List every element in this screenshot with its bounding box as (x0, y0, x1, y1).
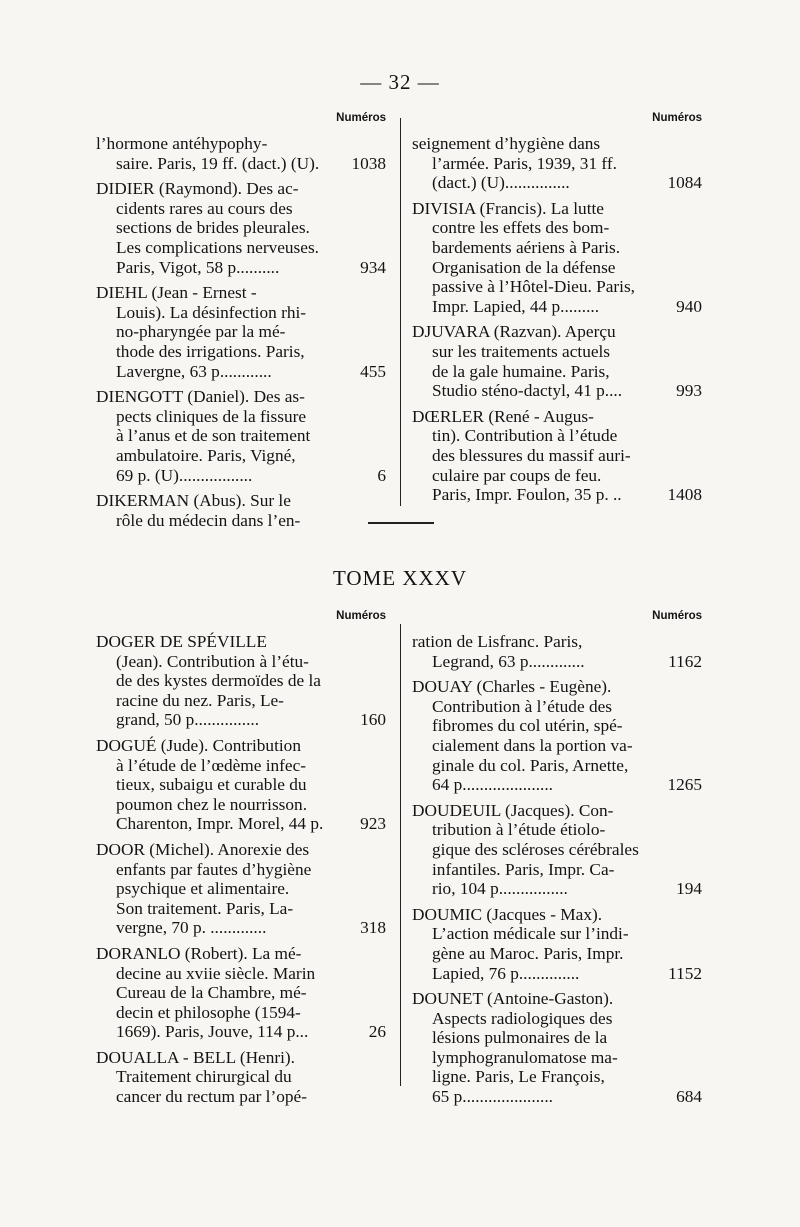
bibliography-entry (412, 407, 702, 505)
entry-text: Charenton, Impr. Morel, 44 p. (116, 814, 324, 834)
entry-text: DORANLO (Robert). La mé- (96, 943, 302, 963)
catalog-number: 993 (676, 381, 702, 401)
entry-text: decine au xviie siècle. Marin (116, 963, 316, 983)
entry-text: gène au Maroc. Paris, Impr. (432, 943, 624, 963)
catalog-number: 1408 (667, 485, 702, 505)
entry-text: tribution à l’étude étiolo- (432, 820, 606, 840)
column-divider (400, 118, 401, 506)
entry-text: Studio sténo-dactyl, 41 p.... (432, 381, 623, 401)
entry-line (412, 736, 702, 756)
entry-text: DOGUÉ (Jude). Contribution (96, 735, 301, 755)
entry-text: pects cliniques de la fissure (116, 406, 307, 426)
entry-text: à l’anus et de son traitement (116, 426, 311, 446)
entry-line (412, 860, 702, 880)
entry-line (412, 1087, 702, 1107)
entry-line (96, 491, 386, 511)
entry-line (412, 820, 702, 840)
entry-line (96, 238, 386, 258)
entry-line (96, 983, 386, 1003)
entry-line (96, 426, 386, 446)
entries (412, 632, 702, 1107)
entry-text: vergne, 70 p. ............. (116, 918, 267, 938)
entry-line (412, 258, 702, 278)
entry-line (96, 407, 386, 427)
entry-line (96, 840, 386, 860)
catalog-number: 1162 (668, 651, 702, 671)
catalog-number: 455 (360, 361, 386, 381)
entry-text: 65 p..................... (432, 1087, 553, 1107)
entry-line (96, 362, 386, 382)
entry-text: ligne. Paris, Le François, (432, 1067, 605, 1087)
entry-text: DOGER DE SPÉVILLE (96, 632, 267, 651)
entry-line (96, 446, 386, 466)
entry-line (412, 218, 702, 238)
bibliography-entry (96, 840, 386, 938)
entry-text: de des kystes dermoïdes de la (116, 671, 321, 691)
entry-text: enfants par fautes d’hygiène (116, 859, 312, 879)
entry-line (412, 677, 702, 697)
entry-line (96, 283, 386, 303)
entry-text: bardements aériens à Paris. (432, 237, 621, 257)
entry-text: rôle du médecin dans l’en- (116, 510, 301, 530)
bibliography-entry (412, 199, 702, 317)
entry-line (412, 199, 702, 219)
entry-text: Aspects radiologiques des (432, 1008, 613, 1028)
entry-line (412, 905, 702, 925)
catalog-number: 6 (377, 465, 386, 485)
entry-text: Son traitement. Paris, La- (116, 898, 294, 918)
entry-text: (Jean). Contribution à l’étu- (116, 651, 309, 671)
entry-line (412, 989, 702, 1009)
entry-line (96, 899, 386, 919)
entry-line (96, 795, 386, 815)
bibliography-entry (96, 491, 386, 530)
entry-line (412, 426, 702, 446)
entry-text: gique des scléroses cérébrales (432, 839, 639, 859)
entry-line (96, 671, 386, 691)
bibliography-entry (96, 632, 386, 730)
entry-line (96, 218, 386, 238)
bibliography-entry (96, 134, 386, 173)
bibliography-entry (96, 736, 386, 834)
bibliography-entry (96, 179, 386, 277)
entry-line (96, 387, 386, 407)
entry-text: à l’étude de l’œdème infec- (116, 755, 306, 775)
entry-text: decin et philosophe (1594- (116, 1002, 301, 1022)
entry-text: infantiles. Paris, Impr. Ca- (432, 859, 615, 879)
entry-text: 69 p. (U)................. (116, 465, 253, 485)
catalog-number: 1084 (667, 173, 702, 193)
entry-line (412, 134, 702, 154)
entry-text: thode des irrigations. Paris, (116, 341, 305, 361)
bibliography-entry (96, 283, 386, 381)
entry-text: Paris, Vigot, 58 p.......... (116, 257, 280, 277)
catalog-number: 684 (676, 1087, 702, 1107)
entry-line (96, 918, 386, 938)
entry-line (96, 652, 386, 672)
entry-line (412, 446, 702, 466)
entry-text: DIKERMAN (Abus). Sur le (96, 491, 291, 511)
entry-text: no-pharyngée par la mé- (116, 322, 286, 342)
entry-line (412, 716, 702, 736)
entry-text: poumon chez le nourrisson. (116, 794, 308, 814)
entry-text: DIVISIA (Francis). La lutte (412, 198, 604, 218)
entry-text: saire. Paris, 19 ff. (dact.) (U). (116, 153, 320, 173)
entry-line (412, 173, 702, 193)
entry-text: Lapied, 76 p.............. (432, 963, 580, 983)
bibliography-entry (412, 801, 702, 899)
entry-line (96, 199, 386, 219)
entry-line (96, 1003, 386, 1023)
catalog-number: 1152 (668, 963, 702, 983)
catalog-number: 1265 (667, 775, 702, 795)
bibliography-entry (412, 632, 702, 671)
entry-text: ration de Lisfranc. Paris, (412, 632, 583, 651)
entry-line (412, 801, 702, 821)
entry-text: Cureau de la Chambre, mé- (116, 983, 307, 1003)
bibliography-entry (96, 387, 386, 485)
entry-text: Lavergne, 63 p............ (116, 361, 272, 381)
column-header: Numéros (336, 112, 386, 124)
top-right-column (412, 110, 702, 505)
entry-line (412, 840, 702, 860)
entry-line (96, 1048, 386, 1068)
entry-line (96, 632, 386, 652)
entry-line (412, 944, 702, 964)
entry-text: DŒRLER (René - Augus- (412, 406, 594, 426)
entry-line (96, 154, 386, 174)
entry-text: l’armée. Paris, 1939, 31 ff. (432, 153, 617, 173)
column-header: Numéros (652, 610, 702, 622)
entry-text: tin). Contribution à l’étude (432, 426, 618, 446)
entry-text: sur les traitements actuels (432, 341, 611, 361)
entry-line (412, 381, 702, 401)
entry-line (96, 775, 386, 795)
entry-text: passive à l’Hôtel-Dieu. Paris, (432, 277, 636, 297)
catalog-number: 940 (676, 296, 702, 316)
entry-text: Legrand, 63 p............. (432, 651, 585, 671)
entry-text: fibromes du col utérin, spé- (432, 716, 623, 736)
entry-text: DIDIER (Raymond). Des ac- (96, 179, 299, 199)
entry-line (412, 362, 702, 382)
entry-text: Louis). La désinfection rhi- (116, 302, 307, 322)
entry-line (96, 1067, 386, 1087)
entries (96, 134, 386, 530)
bibliography-entry (412, 677, 702, 795)
tome-title: TOME XXXV (332, 566, 468, 590)
entry-line (96, 756, 386, 776)
entry-text: Traitement chirurgical du (116, 1067, 292, 1087)
entry-text: DOUMIC (Jacques - Max). (412, 904, 603, 924)
bibliography-entry (412, 322, 702, 400)
entry-line (96, 466, 386, 486)
column-divider (400, 624, 401, 1086)
bibliography-entry (412, 989, 702, 1107)
entry-text: DOUNET (Antoine-Gaston). (412, 989, 614, 1009)
entry-line (412, 879, 702, 899)
entry-text: ginale du col. Paris, Arnette, (432, 755, 629, 775)
entry-line (96, 710, 386, 730)
entry-text: Les complications nerveuses. (116, 237, 319, 257)
entry-text: DOUDEUIL (Jacques). Con- (412, 800, 614, 820)
entry-text: l’hormone antéhypophy- (96, 134, 268, 153)
entry-line (96, 736, 386, 756)
entry-line (412, 1009, 702, 1029)
entry-text: des blessures du massif auri- (432, 445, 631, 465)
bottom-right-column (412, 608, 702, 1107)
entry-text: Contribution à l’étude des (432, 696, 612, 716)
top-section (0, 110, 800, 530)
bibliography-entry (412, 134, 702, 193)
entry-text: DIEHL (Jean - Ernest - (96, 283, 257, 303)
catalog-number: 160 (360, 710, 386, 730)
catalog-number: 923 (360, 814, 386, 834)
entry-text: lésions pulmonaires de la (432, 1028, 608, 1048)
entry-text: DOOR (Michel). Anorexie des (96, 839, 310, 859)
entry-line (412, 466, 702, 486)
entry-text: culaire par coups de feu. (432, 465, 602, 485)
catalog-number: 26 (368, 1022, 386, 1042)
entry-line (96, 1022, 386, 1042)
entry-text: rio, 104 p................ (432, 879, 568, 899)
entry-text: cialement dans la portion va- (432, 735, 633, 755)
entry-text: tieux, subaigu et curable du (116, 775, 307, 795)
entry-text: Impr. Lapied, 44 p......... (432, 296, 600, 316)
entries (96, 632, 386, 1107)
entry-line (412, 1048, 702, 1068)
entry-line (412, 652, 702, 672)
entry-line (412, 407, 702, 427)
entry-text: DOUAY (Charles - Eugène). (412, 677, 612, 697)
entry-text: Paris, Impr. Foulon, 35 p. .. (432, 485, 622, 505)
page-number: — 32 — (360, 70, 440, 94)
entry-line (96, 1087, 386, 1107)
entry-line (96, 964, 386, 984)
bibliography-entry (96, 944, 386, 1042)
catalog-number: 318 (360, 918, 386, 938)
entry-line (412, 297, 702, 317)
entry-text: 1669). Paris, Jouve, 114 p... (116, 1022, 309, 1042)
entry-line (412, 756, 702, 776)
entry-line (412, 322, 702, 342)
entry-line (412, 964, 702, 984)
entry-line (96, 258, 386, 278)
entry-text: ambulatoire. Paris, Vigné, (116, 445, 296, 465)
entry-line (412, 1067, 702, 1087)
catalog-number: 934 (360, 257, 386, 277)
entry-text: contre les effets des bom- (432, 218, 610, 238)
entry-text: racine du nez. Paris, Le- (116, 690, 284, 710)
entry-line (96, 814, 386, 834)
entry-text: de la gale humaine. Paris, (432, 361, 610, 381)
entry-text: DJUVARA (Razvan). Aperçu (412, 322, 616, 342)
entry-line (412, 924, 702, 944)
entry-line (96, 303, 386, 323)
column-header: Numéros (652, 112, 702, 124)
entry-text: cidents rares au cours des (116, 198, 293, 218)
entry-line (412, 238, 702, 258)
entry-line (96, 879, 386, 899)
entry-line (96, 322, 386, 342)
entry-text: sections de brides pleurales. (116, 218, 310, 238)
entry-text: lymphogranulomatose ma- (432, 1047, 618, 1067)
entry-line (412, 154, 702, 174)
column-header: Numéros (336, 610, 386, 622)
entry-line (412, 697, 702, 717)
bibliography-entry (412, 905, 702, 983)
bottom-left-column (96, 608, 386, 1107)
entry-line (412, 632, 702, 652)
entry-line (96, 342, 386, 362)
entry-line (96, 944, 386, 964)
catalog-number: 1038 (351, 153, 386, 173)
top-left-column (96, 110, 386, 530)
entry-text: L’action médicale sur l’indi- (432, 924, 629, 944)
bottom-section (0, 608, 800, 1107)
entries (412, 134, 702, 505)
entry-text: (dact.) (U)............... (432, 173, 570, 193)
entry-line (412, 1028, 702, 1048)
section-rule (368, 522, 434, 524)
bibliography-entry (96, 1048, 386, 1107)
entry-text: Organisation de la défense (432, 257, 616, 277)
entry-line (96, 134, 386, 154)
entry-text: DOUALLA - BELL (Henri). (96, 1047, 296, 1067)
entry-text: DIENGOTT (Daniel). Des as- (96, 387, 305, 407)
entry-line (96, 179, 386, 199)
catalog-number: 194 (676, 879, 702, 899)
entry-line (96, 511, 386, 531)
entry-line (412, 485, 702, 505)
entry-line (412, 277, 702, 297)
entry-line (96, 691, 386, 711)
entry-text: 64 p..................... (432, 775, 553, 795)
entry-line (96, 860, 386, 880)
entry-text: psychique et alimentaire. (116, 879, 290, 899)
entry-text: grand, 50 p............... (116, 710, 260, 730)
entry-text: seignement d’hygiène dans (412, 134, 601, 153)
entry-line (412, 342, 702, 362)
entry-text: cancer du rectum par l’opé- (116, 1087, 307, 1107)
entry-line (412, 775, 702, 795)
